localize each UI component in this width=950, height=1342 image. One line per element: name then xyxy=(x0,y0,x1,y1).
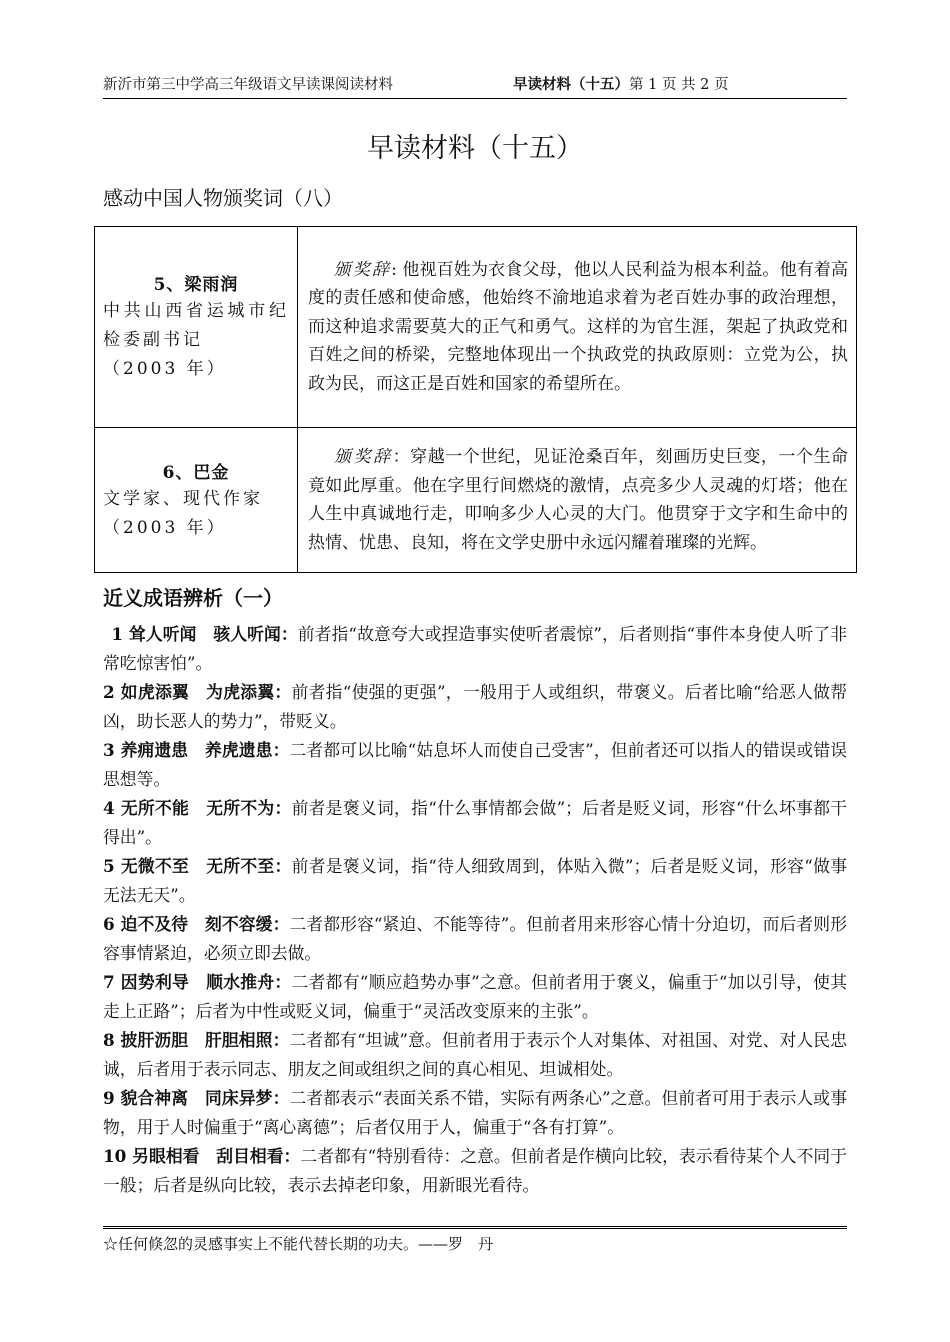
idiom-entry xyxy=(103,794,847,852)
idiom-terms: 5 无微不至 无所不至： xyxy=(103,856,292,876)
page-title: 早读材料（十五） xyxy=(367,133,583,164)
person-role: 文学家、现代作家 xyxy=(103,488,263,509)
idiom-terms: 3 养痈遗患 养虎遗患： xyxy=(103,740,290,760)
header-page-info xyxy=(513,74,729,96)
idiom-terms: 6 迫不及待 刻不容缓： xyxy=(103,914,290,934)
citation-text: : 他视百姓为衣食父母，他以人民利益为根本利益。他有着高度的责任感和使命感，他始终不渝地追求着为老百姓办事的政治理想，而这种追求需要莫大的正气和勇气。这样的为官生涯，架起了执政党和百姓之间的桥梁，完整地体现出一个执政党的执政原则：立党为公，执政为民，而这正是百姓和国家的希望所在。 xyxy=(308,259,849,394)
idiom-entry xyxy=(103,968,847,1026)
header-material-title: 早读材料（十五） xyxy=(513,76,629,93)
idiom-entry xyxy=(103,852,847,910)
award-citation xyxy=(298,428,857,573)
person-year: （2003 年） xyxy=(103,359,227,379)
idiom-terms: 4 无所不能 无所不为： xyxy=(103,798,292,818)
idiom-explanation: 二者都有“坦诚”意。但前者用于表示个人对集体、对祖国、对党、对人民忠诚，后者用于表示同志、朋友之间或组织之间的真心相见、坦诚相处。 xyxy=(103,1030,847,1079)
person-name: 6、巴金 xyxy=(162,462,230,483)
page xyxy=(103,74,849,1195)
award-row xyxy=(95,428,857,573)
awards-table xyxy=(94,226,857,573)
citation-text: ：穿越一个世纪，见证沧桑百年，刻画历史巨变，一个生命竟如此厚重。他在字里行间燃烧的激情，点亮多少人灵魂的灯塔；他在人生中真诚地行走，叩响多少人心灵的大门。他贯穿于文字和生命中的热情、忧患、良知，将在文学史册中永远闪耀着璀璨的光辉。 xyxy=(308,447,849,553)
idiom-terms: 7 因势利导 顺水推舟： xyxy=(103,972,292,992)
idiom-terms: 1 耸人听闻 骇人听闻： xyxy=(111,624,298,644)
award-person xyxy=(95,428,298,573)
idiom-explanation: 二者都有“顺应趋势办事”之意。但前者用于褒义，偏重于“加以引导，使其走上正路”；后者为中性或贬义词，偏重于“灵活改变原来的主张”。 xyxy=(103,972,847,1021)
idiom-explanation: 前者是褒义词，指“待人细致周到，体贴入微”；后者是贬义词，形容“做事无法无天”。 xyxy=(103,856,847,905)
idiom-terms: 8 披肝沥胆 肝胆相照： xyxy=(103,1030,290,1050)
idiom-explanation: 前者是褒义词，指“什么事情都会做”；后者是贬义词，形容“什么坏事都干得出”。 xyxy=(103,798,847,847)
idiom-terms: 2 如虎添翼 为虎添翼： xyxy=(103,682,292,702)
idiom-entry xyxy=(103,1142,847,1200)
idioms-section-title: 近义成语辨析（一） xyxy=(103,586,283,610)
idiom-terms: 10 另眼相看 刮目相看： xyxy=(103,1146,301,1166)
awards-subtitle: 感动中国人物颁奖词（八） xyxy=(103,186,343,210)
award-row xyxy=(95,227,857,428)
person-role: 中共山西省运城市纪检委副书记 xyxy=(103,301,289,350)
idiom-explanation: 二者都可以比喻“姑息坏人而使自己受害”，但前者还可以指人的错误或错误思想等。 xyxy=(103,740,847,789)
idiom-explanation: 前者指“使强的更强”，一般用于人或组织，带褒义。后者比喻“给恶人做帮凶，助长恶人的势力”，带贬义。 xyxy=(103,682,847,731)
citation-label: 颁奖辞 xyxy=(333,259,392,280)
idiom-entry xyxy=(103,1084,847,1142)
page-footer-quote: ☆任何倏忽的灵感事实上不能代替长期的功夫。——罗 丹 xyxy=(103,1226,847,1254)
header-page-number: 第 1 页 共 2 页 xyxy=(629,77,729,93)
idiom-entry xyxy=(103,678,847,736)
idiom-explanation: 二者都形容“紧迫、不能等待”。但前者用来形容心情十分迫切，而后者则形容事情紧迫，必须立即去做。 xyxy=(103,914,847,963)
award-person xyxy=(95,227,298,428)
idiom-list xyxy=(103,620,847,1200)
idiom-explanation: 前者指“故意夸大或捏造事实使听者震惊”，后者则指“事件本身使人听了非常吃惊害怕”。 xyxy=(103,624,847,673)
header-school: 新沂市第三中学高三年级语文早读课阅读材料 xyxy=(103,77,393,93)
idiom-explanation: 二者都有“特别看待：之意。但前者是作横向比较，表示看待某个人不同于一般；后者是纵向比较，表示去掉老印象，用新眼光看待。 xyxy=(103,1146,847,1195)
idiom-explanation: 二者都表示“表面关系不错，实际有两条心”之意。但前者可用于表示人或事物，用于人时偏重于“离心离德”；后者仅用于人，偏重于“各有打算”。 xyxy=(103,1088,847,1137)
person-name: 5、梁雨润 xyxy=(153,275,239,295)
idiom-entry xyxy=(103,736,847,794)
idiom-entry xyxy=(103,1026,847,1084)
idiom-entry xyxy=(103,620,847,678)
citation-label: 颁奖辞 xyxy=(333,447,393,467)
idiom-entry xyxy=(103,910,847,968)
award-citation xyxy=(298,227,857,428)
page-header xyxy=(103,74,847,99)
person-year: （2003 年） xyxy=(103,517,227,538)
idiom-terms: 9 貌合神离 同床异梦： xyxy=(103,1088,290,1108)
